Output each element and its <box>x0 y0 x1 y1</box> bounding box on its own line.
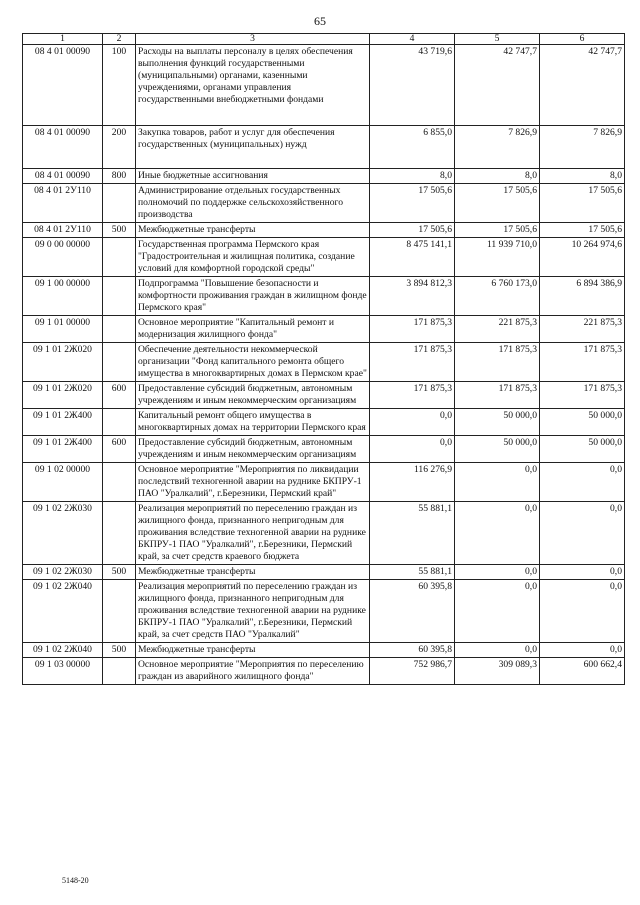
table-row <box>23 126 625 169</box>
cell-code: 09 1 00 00000 <box>23 277 103 316</box>
cell-value-1: 60 395,8 <box>370 580 455 643</box>
cell-value-1: 17 505,6 <box>370 223 455 238</box>
cell-code: 08 4 01 2У110 <box>23 223 103 238</box>
table-row <box>23 223 625 238</box>
cell-value-3: 0,0 <box>540 643 625 658</box>
cell-name: Расходы на выплаты персоналу в целях обеспечения выполнения функций государственными (муниципальными) органами, казенными учреждениями, органами управления государственными внебюджетными фондами <box>136 45 370 126</box>
cell-value-3: 171 875,3 <box>540 382 625 409</box>
cell-expense-type <box>103 316 136 343</box>
table-row <box>23 463 625 502</box>
cell-value-3: 171 875,3 <box>540 343 625 382</box>
cell-code: 08 4 01 00090 <box>23 126 103 169</box>
cell-value-2: 42 747,7 <box>455 45 540 126</box>
cell-expense-type: 500 <box>103 643 136 658</box>
cell-expense-type: 500 <box>103 223 136 238</box>
cell-value-1: 60 395,8 <box>370 643 455 658</box>
cell-value-1: 171 875,3 <box>370 382 455 409</box>
cell-value-3: 8,0 <box>540 169 625 184</box>
cell-name: Межбюджетные трансферты <box>136 565 370 580</box>
cell-expense-type: 100 <box>103 45 136 126</box>
cell-value-2: 309 089,3 <box>455 658 540 685</box>
cell-value-3: 50 000,0 <box>540 409 625 436</box>
table-row <box>23 658 625 685</box>
header-col-3: 3 <box>136 34 370 45</box>
cell-value-3: 42 747,7 <box>540 45 625 126</box>
header-col-6: 6 <box>540 34 625 45</box>
cell-code: 09 1 02 2Ж030 <box>23 502 103 565</box>
cell-value-1: 17 505,6 <box>370 184 455 223</box>
cell-name: Межбюджетные трансферты <box>136 223 370 238</box>
cell-name: Предоставление субсидий бюджетным, автономным учреждениям и иным некоммерческим организациям <box>136 382 370 409</box>
cell-code: 09 1 02 2Ж030 <box>23 565 103 580</box>
table-row <box>23 436 625 463</box>
cell-expense-type <box>103 277 136 316</box>
cell-code: 09 1 01 00000 <box>23 316 103 343</box>
page-number: 65 <box>314 14 326 28</box>
cell-code: 08 4 01 00090 <box>23 45 103 126</box>
cell-value-1: 55 881,1 <box>370 565 455 580</box>
cell-value-1: 171 875,3 <box>370 343 455 382</box>
cell-value-2: 50 000,0 <box>455 436 540 463</box>
cell-value-3: 0,0 <box>540 580 625 643</box>
cell-value-3: 10 264 974,6 <box>540 238 625 277</box>
cell-name: Основное мероприятие "Мероприятия по переселению граждан из аварийного жилищного фонда" <box>136 658 370 685</box>
cell-value-1: 8 475 141,1 <box>370 238 455 277</box>
table-row <box>23 184 625 223</box>
cell-expense-type: 600 <box>103 436 136 463</box>
cell-name: Государственная программа Пермского края "Градостроительная и жилищная политика, создание условий для комфортной городской среды" <box>136 238 370 277</box>
cell-code: 08 4 01 00090 <box>23 169 103 184</box>
cell-value-1: 752 986,7 <box>370 658 455 685</box>
cell-name: Основное мероприятие "Капитальный ремонт и модернизация жилищного фонда" <box>136 316 370 343</box>
cell-value-2: 221 875,3 <box>455 316 540 343</box>
cell-value-1: 43 719,6 <box>370 45 455 126</box>
cell-value-3: 0,0 <box>540 463 625 502</box>
header-col-4: 4 <box>370 34 455 45</box>
cell-value-2: 50 000,0 <box>455 409 540 436</box>
table-row <box>23 409 625 436</box>
cell-value-3: 600 662,4 <box>540 658 625 685</box>
footer-document-code: 5148-20 <box>62 876 89 885</box>
cell-value-1: 8,0 <box>370 169 455 184</box>
cell-name: Реализация мероприятий по переселению граждан из жилищного фонда, признанного непригодным для проживания вследствие техногенной аварии на руднике БКПРУ-1 ПАО "Уралкалий", г.Березники, Пермский край, за счет средств краевого бюджета <box>136 502 370 565</box>
cell-expense-type <box>103 658 136 685</box>
cell-name: Подпрограмма "Повышение безопасности и комфортности проживания граждан в жилищном фонде Пермского края" <box>136 277 370 316</box>
cell-name: Реализация мероприятий по переселению граждан из жилищного фонда, признанного непригодным для проживания вследствие техногенной аварии на руднике БКПРУ-1 ПАО "Уралкалий", г.Березники, Пермский край, за счет средств ПАО "Уралкалий" <box>136 580 370 643</box>
cell-value-2: 171 875,3 <box>455 343 540 382</box>
cell-code: 09 1 01 2Ж400 <box>23 409 103 436</box>
cell-value-3: 50 000,0 <box>540 436 625 463</box>
table-row <box>23 169 625 184</box>
cell-value-2: 6 760 173,0 <box>455 277 540 316</box>
cell-value-2: 0,0 <box>455 565 540 580</box>
cell-code: 09 1 01 2Ж020 <box>23 382 103 409</box>
cell-value-1: 116 276,9 <box>370 463 455 502</box>
cell-value-2: 0,0 <box>455 502 540 565</box>
cell-expense-type <box>103 463 136 502</box>
cell-value-1: 55 881,1 <box>370 502 455 565</box>
cell-code: 09 1 03 00000 <box>23 658 103 685</box>
cell-value-3: 6 894 386,9 <box>540 277 625 316</box>
cell-code: 09 1 02 00000 <box>23 463 103 502</box>
cell-value-1: 171 875,3 <box>370 316 455 343</box>
cell-code: 09 1 01 2Ж400 <box>23 436 103 463</box>
table-row <box>23 565 625 580</box>
budget-table <box>22 33 625 685</box>
cell-value-2: 0,0 <box>455 643 540 658</box>
table-row <box>23 238 625 277</box>
cell-code: 09 0 00 00000 <box>23 238 103 277</box>
cell-expense-type: 200 <box>103 126 136 169</box>
cell-expense-type: 500 <box>103 565 136 580</box>
table-row <box>23 343 625 382</box>
table-row <box>23 643 625 658</box>
cell-expense-type: 800 <box>103 169 136 184</box>
cell-value-3: 0,0 <box>540 565 625 580</box>
cell-value-2: 17 505,6 <box>455 184 540 223</box>
header-col-1: 1 <box>23 34 103 45</box>
cell-value-3: 17 505,6 <box>540 223 625 238</box>
cell-name: Межбюджетные трансферты <box>136 643 370 658</box>
cell-value-3: 7 826,9 <box>540 126 625 169</box>
cell-value-1: 0,0 <box>370 436 455 463</box>
cell-name: Основное мероприятие "Мероприятия по ликвидации последствий техногенной аварии на руднике БКПРУ-1 ПАО "Уралкалий", г.Березники, Пермский край" <box>136 463 370 502</box>
cell-value-1: 0,0 <box>370 409 455 436</box>
cell-code: 09 1 02 2Ж040 <box>23 643 103 658</box>
cell-value-1: 6 855,0 <box>370 126 455 169</box>
cell-expense-type <box>103 238 136 277</box>
cell-value-2: 0,0 <box>455 580 540 643</box>
table-row <box>23 502 625 565</box>
table-row <box>23 580 625 643</box>
table-row <box>23 382 625 409</box>
header-col-5: 5 <box>455 34 540 45</box>
cell-value-3: 17 505,6 <box>540 184 625 223</box>
cell-code: 08 4 01 2У110 <box>23 184 103 223</box>
cell-expense-type <box>103 409 136 436</box>
table-row <box>23 316 625 343</box>
cell-expense-type <box>103 343 136 382</box>
cell-code: 09 1 01 2Ж020 <box>23 343 103 382</box>
cell-value-2: 8,0 <box>455 169 540 184</box>
table-header-row <box>23 34 625 45</box>
cell-value-3: 221 875,3 <box>540 316 625 343</box>
cell-expense-type <box>103 580 136 643</box>
cell-name: Администрирование отдельных государственных полномочий по поддержке сельскохозяйственного производства <box>136 184 370 223</box>
cell-name: Капитальный ремонт общего имущества в многоквартирных домах на территории Пермского края <box>136 409 370 436</box>
table-row <box>23 45 625 126</box>
cell-value-2: 7 826,9 <box>455 126 540 169</box>
cell-name: Иные бюджетные ассигнования <box>136 169 370 184</box>
cell-code: 09 1 02 2Ж040 <box>23 580 103 643</box>
cell-expense-type: 600 <box>103 382 136 409</box>
cell-value-2: 17 505,6 <box>455 223 540 238</box>
cell-expense-type <box>103 502 136 565</box>
cell-name: Предоставление субсидий бюджетным, автономным учреждениям и иным некоммерческим организациям <box>136 436 370 463</box>
cell-value-2: 171 875,3 <box>455 382 540 409</box>
cell-expense-type <box>103 184 136 223</box>
table-row <box>23 277 625 316</box>
header-col-2: 2 <box>103 34 136 45</box>
cell-value-2: 0,0 <box>455 463 540 502</box>
cell-name: Закупка товаров, работ и услуг для обеспечения государственных (муниципальных) нужд <box>136 126 370 169</box>
cell-value-2: 11 939 710,0 <box>455 238 540 277</box>
cell-name: Обеспечение деятельности некоммерческой организации "Фонд капитального ремонта общего имущества в многоквартирных домах в Пермском крае" <box>136 343 370 382</box>
cell-value-1: 3 894 812,3 <box>370 277 455 316</box>
cell-value-3: 0,0 <box>540 502 625 565</box>
